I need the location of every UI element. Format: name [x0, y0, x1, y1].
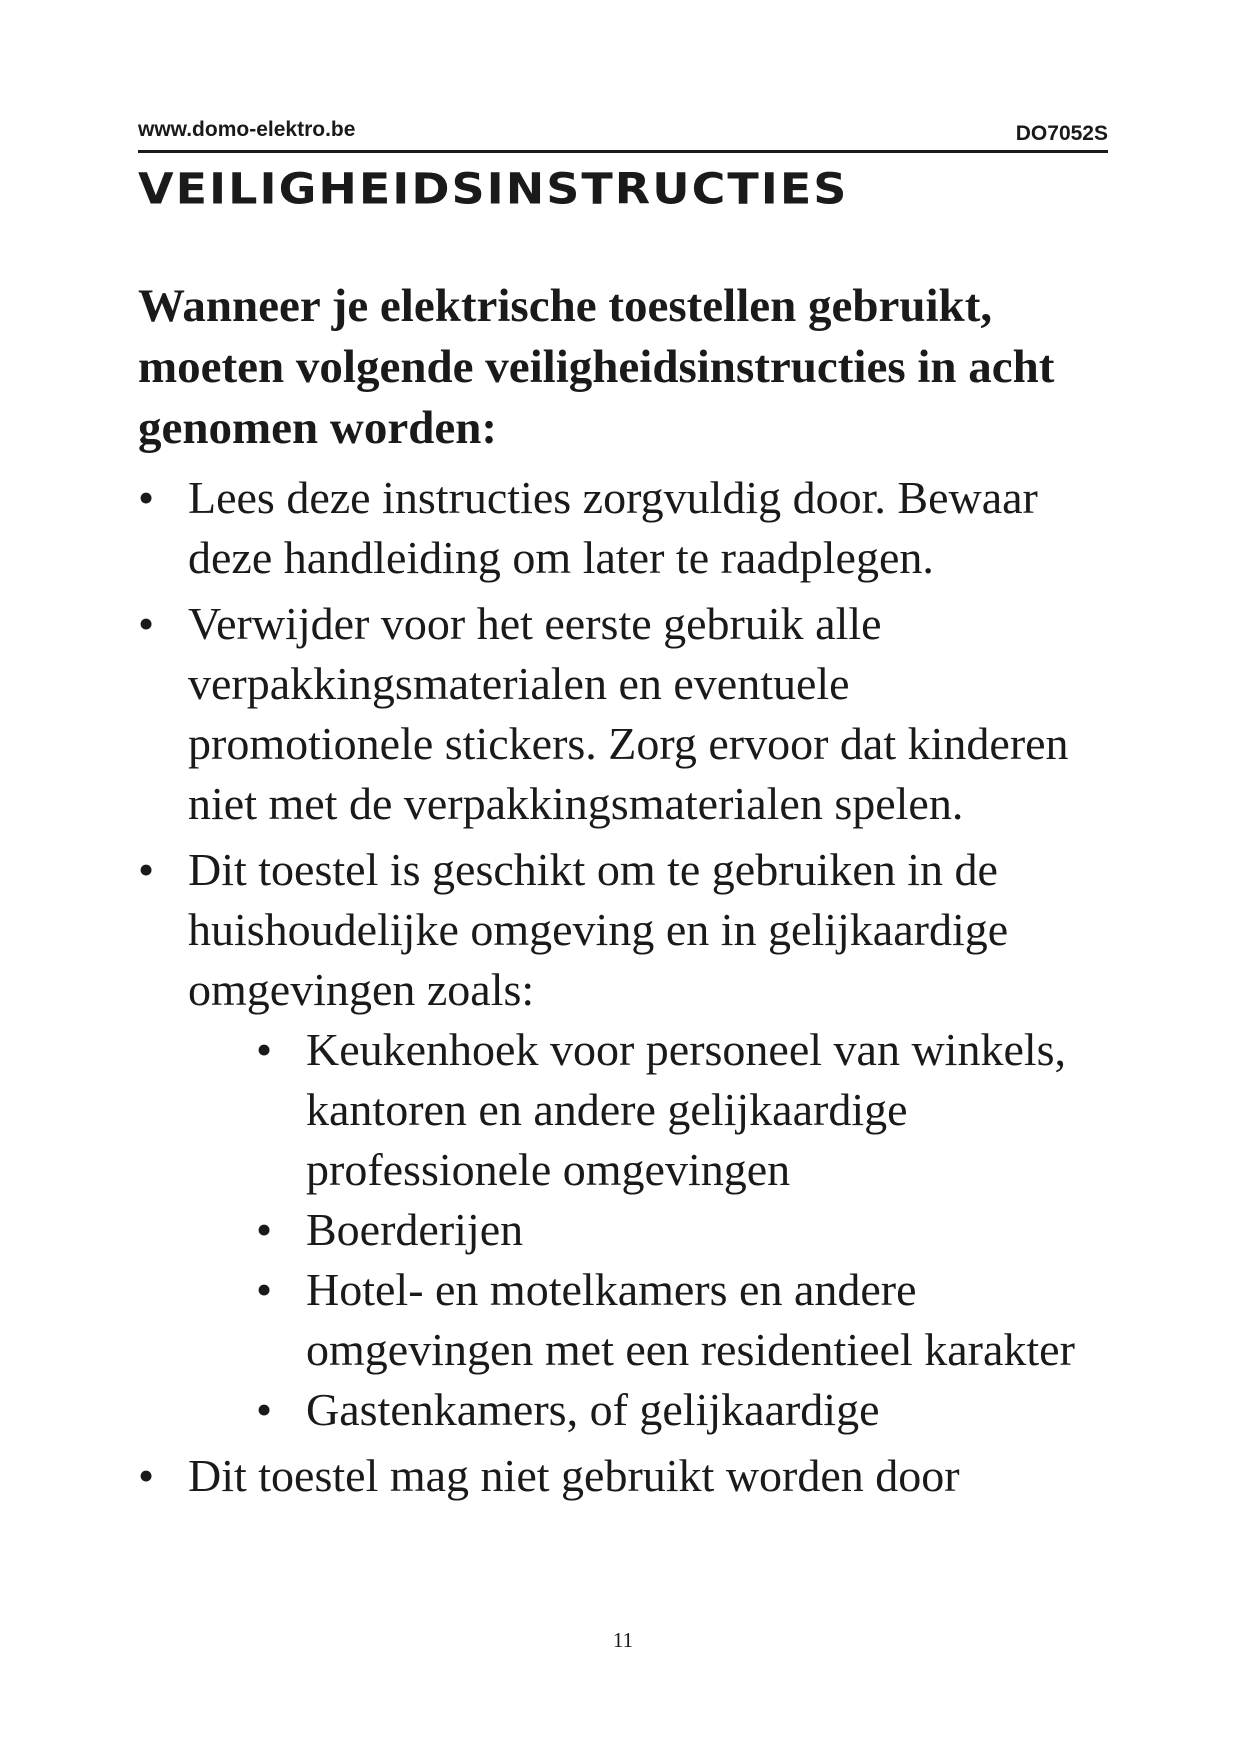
bullet-icon: •: [138, 472, 155, 523]
page-number: 11: [612, 1628, 634, 1652]
website-url: www.domo-elektro.be: [138, 118, 356, 141]
environment-sublist: [188, 1020, 1098, 1440]
list-item: [138, 1446, 1098, 1506]
model-number: DO7052S: [1015, 122, 1108, 145]
sublist-item: [256, 1260, 1098, 1380]
sublist-item-text: Hotel- en motelkamers en andere omgevingen met een residentieel karakter: [306, 1264, 1075, 1375]
bullet-icon: •: [256, 1384, 273, 1435]
bullet-icon: •: [138, 1450, 155, 1501]
sublist-item-text: Boerderijen: [306, 1204, 524, 1255]
bullet-icon: •: [138, 598, 155, 649]
page-header: [138, 118, 1108, 153]
page-title: VEILIGHEIDSINSTRUCTIES: [138, 164, 849, 214]
bullet-icon: •: [256, 1204, 273, 1255]
list-item: [138, 468, 1098, 588]
list-item-text: Dit toestel mag niet gebruikt worden door: [188, 1450, 960, 1501]
manual-page: [138, 0, 1108, 1754]
list-item: [138, 594, 1098, 834]
sublist-item: [256, 1020, 1098, 1200]
sublist-item: [256, 1200, 1098, 1260]
sublist-item: [256, 1380, 1098, 1440]
list-item-text: Verwijder voor het eerste gebruik alle verpakkingsmaterialen en eventuele promotionele stickers. Zorg ervoor dat kinderen niet met de verpakkingsmaterialen spelen.: [188, 598, 1069, 829]
bullet-icon: •: [256, 1264, 273, 1315]
sublist-item-text: Keukenhoek voor personeel van winkels, kantoren en andere gelijkaardige professionele omgevingen: [306, 1024, 1067, 1195]
sublist-item-text: Gastenkamers, of gelijkaardige: [306, 1384, 880, 1435]
safety-list: [138, 468, 1098, 1512]
list-item-text: Lees deze instructies zorgvuldig door. Bewaar deze handleiding om later te raadplegen.: [188, 472, 1038, 583]
bullet-icon: •: [256, 1024, 273, 1075]
bullet-icon: •: [138, 844, 155, 895]
list-item: [138, 840, 1098, 1440]
list-item-text: Dit toestel is geschikt om te gebruiken in de huishoudelijke omgeving en in gelijkaardige omgevingen zoals:: [188, 844, 1009, 1015]
intro-paragraph: Wanneer je elektrische toestellen gebruikt, moeten volgende veiligheidsinstructies in acht genomen worden:: [138, 280, 1055, 454]
